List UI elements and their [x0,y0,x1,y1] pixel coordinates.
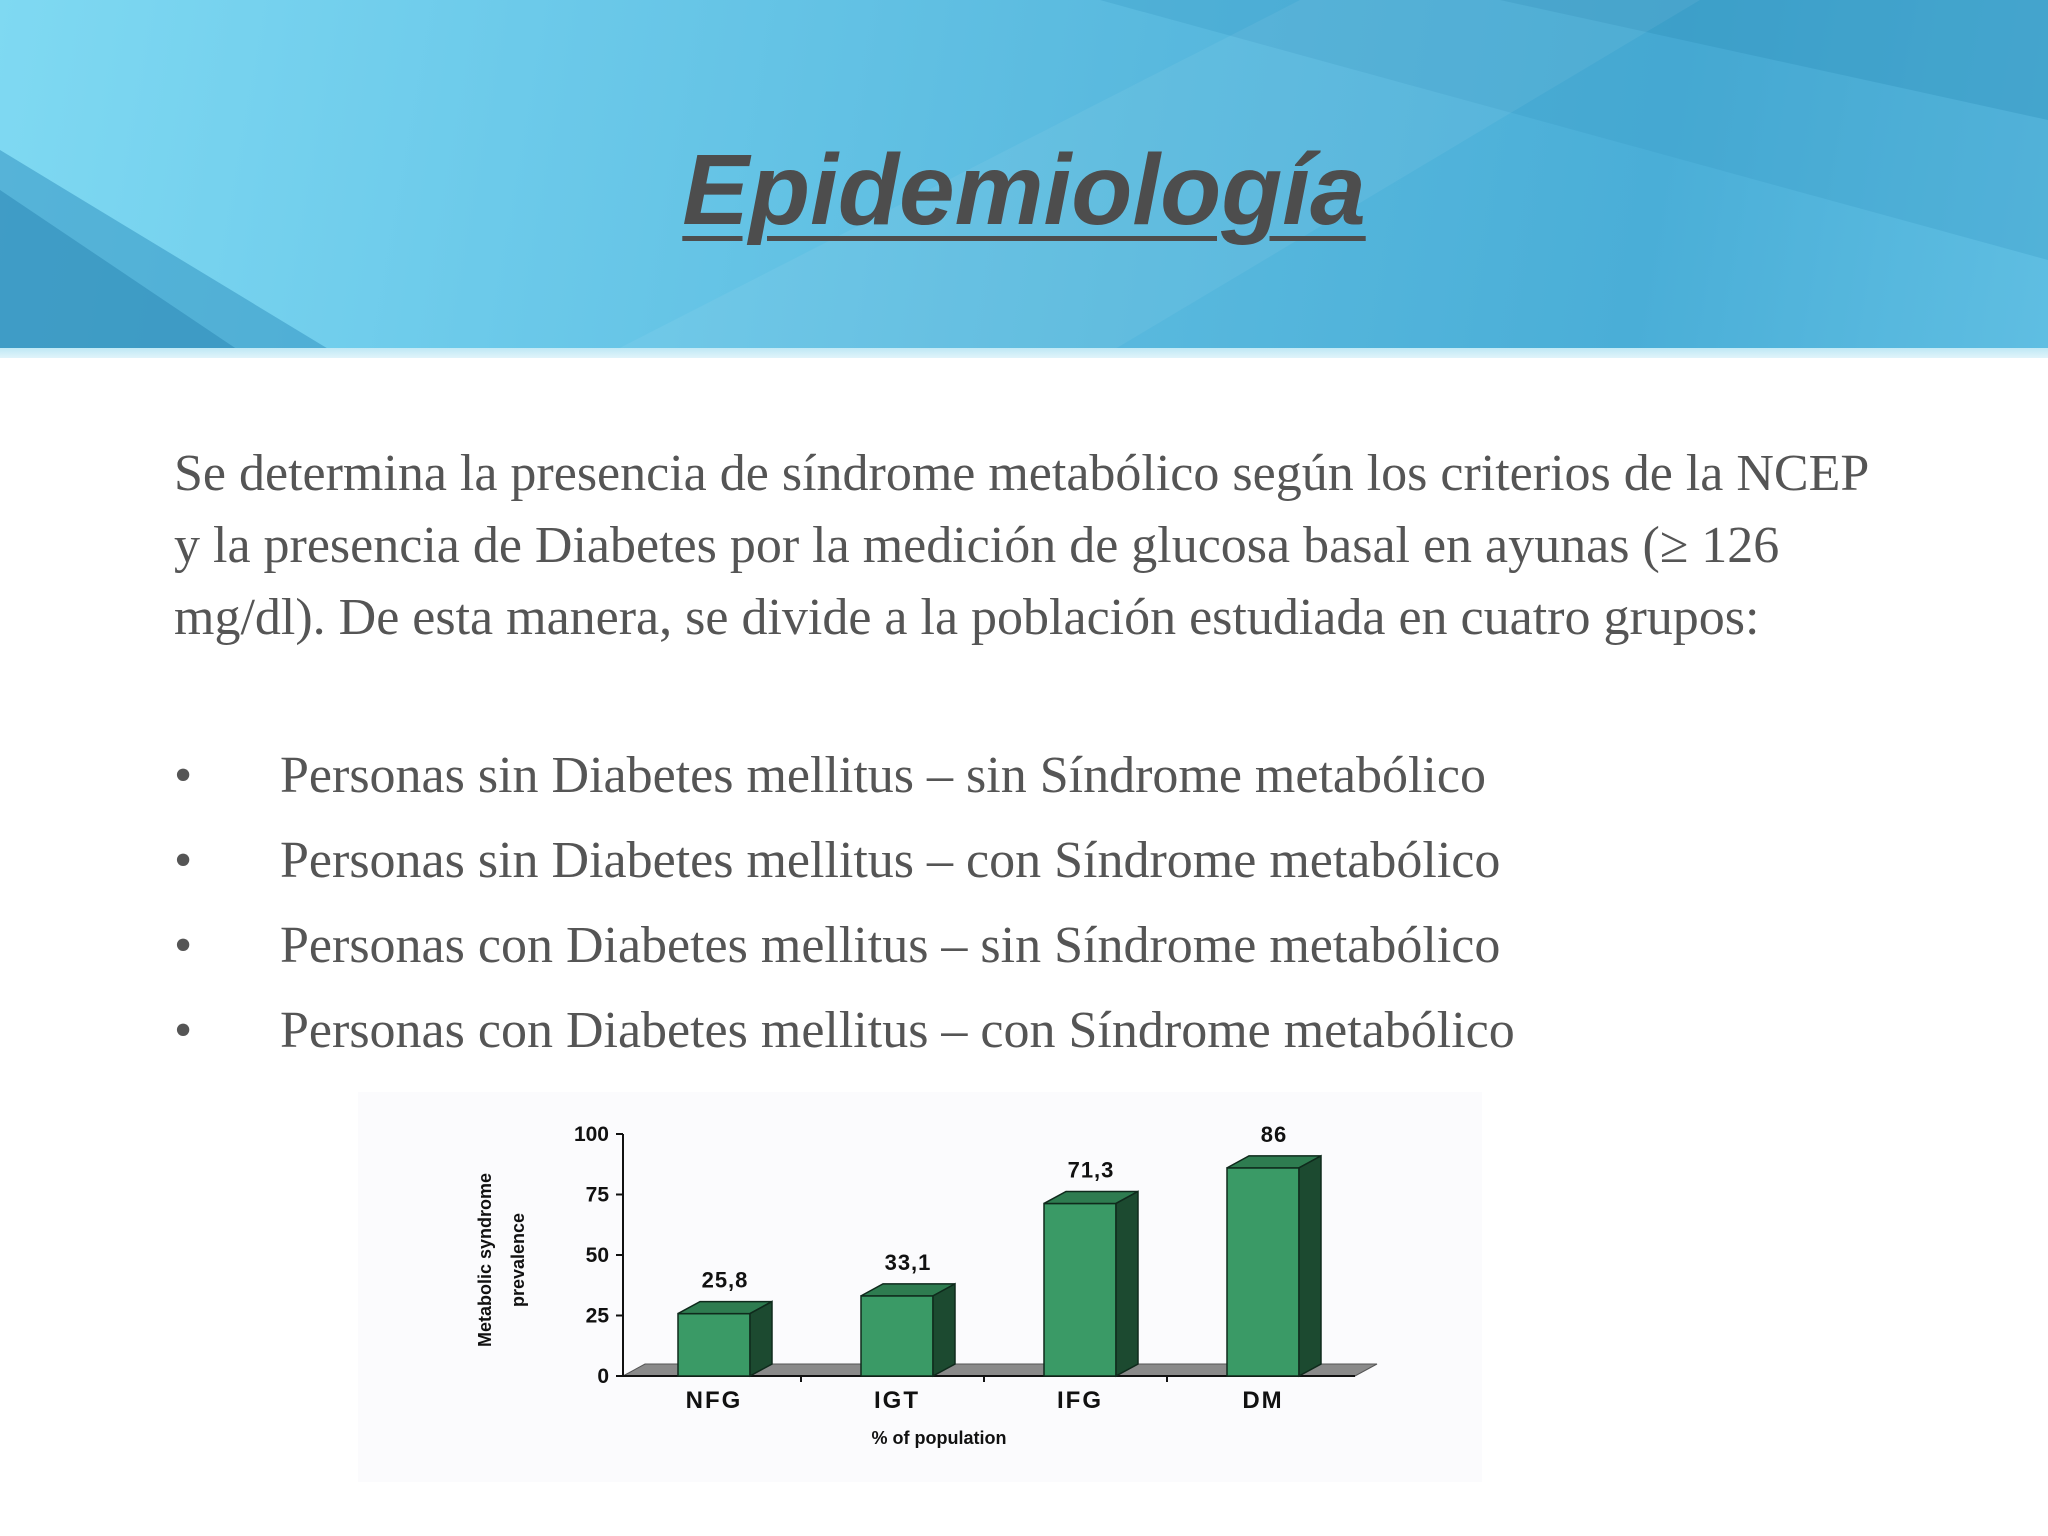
y-axis-title-line2: prevalence [508,1212,528,1308]
bullet-icon: • [174,747,193,804]
list-item-text: Personas con Diabetes mellitus – con Síndrome metabólico [280,1002,1515,1059]
bullet-icon: • [174,1002,193,1059]
list-item-text: Personas sin Diabetes mellitus – con Síndrome metabólico [280,832,1501,889]
prevalence-chart [358,1092,1482,1482]
bullet-icon: • [174,917,193,974]
y-axis-title-line1: Metabolic syndrome [475,1172,495,1348]
bar-side [1299,1156,1321,1376]
bar-side [933,1284,955,1376]
x-tick-label: IFG [1057,1387,1103,1414]
bar [1044,1203,1116,1376]
y-tick-label: 0 [597,1365,609,1388]
y-tick-label: 25 [585,1304,609,1328]
x-axis-title: % of population [871,1428,1007,1448]
data-label: 71,3 [1067,1157,1115,1183]
chart-svg [358,1092,1482,1482]
header-strip [0,348,2048,358]
data-label: 86 [1260,1121,1288,1147]
bar [678,1314,750,1376]
slide-title [0,130,2048,250]
bar [861,1296,933,1376]
x-tick-label: NFG [685,1387,743,1414]
slide-title-text: Epidemiología [682,134,1366,246]
list-item-text: Personas con Diabetes mellitus – sin Síndrome metabólico [280,917,1501,974]
x-tick-label: DM [1242,1387,1284,1414]
y-tick-label: 100 [573,1123,609,1146]
bar [1227,1168,1299,1376]
y-tick-label: 50 [585,1244,609,1267]
data-label: 33,1 [884,1249,932,1275]
list-item-text: Personas sin Diabetes mellitus – sin Síndrome metabólico [280,747,1486,804]
intro-paragraph: Se determina la presencia de síndrome metabólico según los criterios de la NCEP y la presencia de Diabetes por la medición de glucosa basal en ayunas (≥ 126 mg/dl). De esta manera, se divide a la población estudiada en cuatro grupos: [174,445,1868,646]
bar-side [750,1302,772,1376]
y-tick-label: 75 [585,1183,609,1207]
bullet-icon: • [174,832,193,889]
bar-side [1116,1191,1138,1376]
data-label: 25,8 [701,1267,749,1293]
x-tick-label: IGT [874,1387,920,1414]
